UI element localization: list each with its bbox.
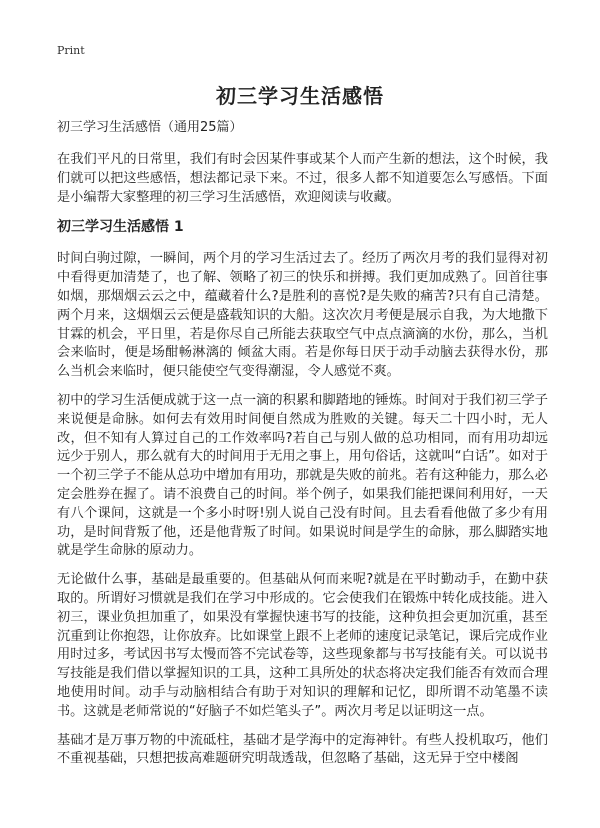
print-label: Print [57, 44, 85, 57]
page-title: 初三学习生活感悟 [216, 84, 384, 108]
document-subtitle: 初三学习生活感悟（通用25篇） [57, 120, 243, 135]
body-paragraph: 时间白驹过隙，一瞬间，两个月的学习生活过去了。经历了两次月考的我们显得对初中看得更加清楚了，也了解、领略了初三的快乐和拼搏。我们更加成熟了。回首往事如烟，那烟烟云云之中，蕴藏着什么?是胜利的喜悦?是失败的痛苦?只有自己清楚。两个月来，这烟烟云云便是盛载知识的大船。这次次月考便是展示自我，为大地撒下甘霖的机会，平日里，若是你尽自己所能去获取空气中点点滴滴的水份，那么，当机会来临时，便是场酣畅淋漓的 倾盆大雨。若是你每日厌于动手动脑去获得水份，那么当机会来临时，便只能使空气变得潮湿，令人感觉不爽。 [57, 251, 548, 380]
intro-paragraph: 在我们平凡的日常里，我们有时会因某件事或某个人而产生新的想法，这个时候，我们就可以把这些感悟，想法都记录下来。不过，很多人都不知道要怎么写感悟。下面是小编帮大家整理的初三学习生活感悟，欢迎阅读与收藏。 [57, 152, 548, 205]
body-paragraph: 基础才是万事万物的中流砥柱，基础才是学海中的定海神针。有些人投机取巧，他们不重视基础，只想把拔高难题研究明哉透哉，但忽略了基础，这无异于空中楼阁 [57, 732, 548, 767]
body-paragraph: 无论做什么事，基础是最重要的。但基础从何而来呢?就是在平时勤动手，在勤中获取的。所谓好习惯就是我们在学习中形成的。它会使我们在锻炼中转化成技能。进入初三，课业负担加重了，如果没有掌握快速书写的技能，这种负担会更加沉重，甚至沉重到让你抱怨，让你放弃。比如课堂上跟不上老师的速度记录笔记，课后完成作业用时过多，考试因书写太慢而答不完试卷等，这些现象都与书写技能有关。可以说书写技能是我们借以掌握知识的工具，这种工具所处的状态将决定我们能否有效而合理地使用时间。动手与动脑相结合有助于对知识的理解和记忆，即所谓不动笔墨不读书。这就是老师常说的“好脑子不如烂笔头子”。两次月考足以证明这一点。 [57, 572, 548, 719]
section-heading: 初三学习生活感悟 1 [57, 219, 184, 236]
document-body [57, 118, 548, 779]
body-paragraph: 初中的学习生活便成就于这一点一滴的积累和脚踏地的锤炼。时间对于我们初三学子来说便是命脉。如何去有效用时间便自然成为胜败的关键。每天二十四小时，无人改，但不知有人算过自己的工作效率吗?若自己与别人做的总功相同，而有用功却远远少于别人，那么就有大的时间用于无用之事上，用句俗话，这就叫“白话”。如对于一个初三学子不能从总功中增加有用功，那就是失败的前兆。若有这种能力，那么必定会胜券在握了。请不浪费自己的时间。举个例子，如果我们能把课间利用好，一天有八个课间，这就是一个多小时呀!别人说自己没有时间。且去看看他做了多少有用功，是时间背叛了他，还是他背叛了时间。如果说时间是学生的命脉，那么脚踏实地就是学生命脉的原动力。 [57, 392, 548, 559]
